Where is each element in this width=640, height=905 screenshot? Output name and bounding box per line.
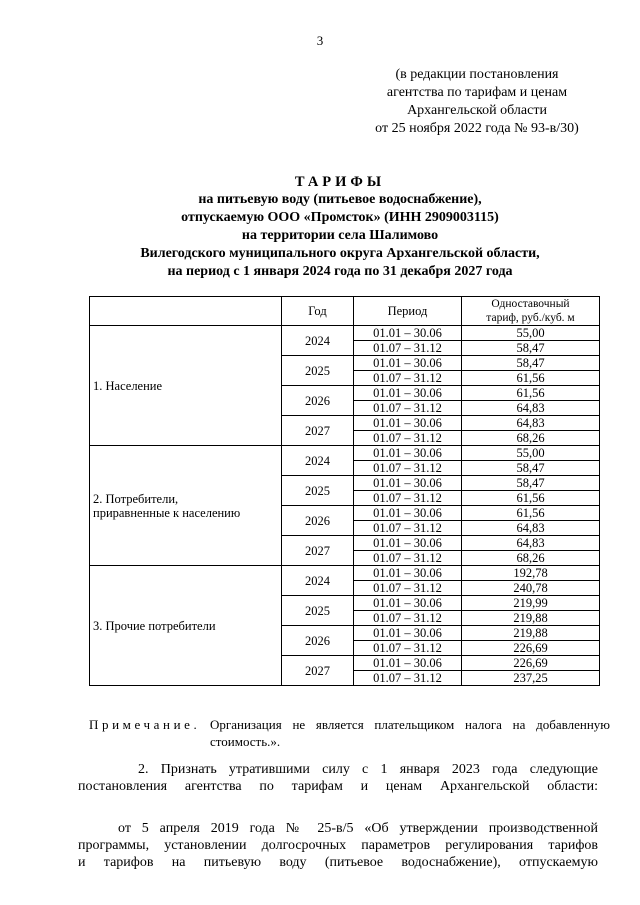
tariff-cell: 61,56 [462,491,600,506]
period-cell: 01.01 – 30.06 [354,416,462,431]
note-label: Примечание. [89,717,201,732]
consumer-category-line: 3. Прочие потребители [93,618,216,633]
year-cell: 2026 [282,386,354,416]
tariff-cell: 192,78 [462,566,600,581]
table-row [90,326,600,341]
period-cell: 01.07 – 31.12 [354,341,462,356]
note-text: Организация не является плательщиком налога на добавленную [210,717,610,732]
header-tariff-line: тариф, руб./куб. м [486,312,575,324]
year-cell: 2027 [282,656,354,686]
tariff-cell: 226,69 [462,656,600,671]
heading-line: Вилегодского муниципального округа Архангельской области, [140,246,540,261]
period-cell: 01.01 – 30.06 [354,506,462,521]
tariff-cell: 226,69 [462,641,600,656]
year-cell: 2027 [282,536,354,566]
period-cell: 01.07 – 31.12 [354,671,462,686]
year-cell: 2024 [282,326,354,356]
tariff-cell: 64,83 [462,416,600,431]
page-number: 3 [316,33,324,48]
year-cell: 2025 [282,356,354,386]
document-heading [60,173,620,281]
tariff-cell: 61,56 [462,386,600,401]
period-cell: 01.01 – 30.06 [354,656,462,671]
tariff-cell: 219,99 [462,596,600,611]
period-cell: 01.07 – 31.12 [354,611,462,626]
year-cell: 2026 [282,506,354,536]
period-cell: 01.07 – 31.12 [354,641,462,656]
tariff-cell: 61,56 [462,371,600,386]
document-title: ТАРИФЫ [294,174,386,190]
table-row [90,446,600,461]
edition-line: от 25 ноября 2022 года № 93-в/30) [375,121,579,136]
consumer-category [90,566,282,686]
header-period: Период [354,297,462,326]
table-row [90,566,600,581]
period-cell: 01.01 – 30.06 [354,476,462,491]
consumer-category-line: приравненные к населению [93,505,241,520]
consumer-category-line: 1. Население [93,378,163,393]
tariff-cell: 55,00 [462,446,600,461]
year-cell: 2026 [282,626,354,656]
edition-note [352,66,602,138]
year-cell: 2025 [282,596,354,626]
table-header-row [90,297,600,326]
period-cell: 01.01 – 30.06 [354,326,462,341]
year-cell: 2024 [282,446,354,476]
period-cell: 01.01 – 30.06 [354,626,462,641]
tariff-cell: 64,83 [462,536,600,551]
tariff-cell: 58,47 [462,356,600,371]
tariff-cell: 68,26 [462,551,600,566]
tariff-cell: 58,47 [462,461,600,476]
tariff-cell: 237,25 [462,671,600,686]
year-cell: 2024 [282,566,354,596]
heading-line: на питьевую воду (питьевое водоснабжение), [198,192,482,207]
edition-line: агентства по тарифам и ценам [386,85,568,100]
period-cell: 01.01 – 30.06 [354,596,462,611]
consumer-category [90,326,282,446]
tariff-cell: 58,47 [462,476,600,491]
tariff-cell: 240,78 [462,581,600,596]
period-cell: 01.07 – 31.12 [354,551,462,566]
paragraph-line: программы, установлении долгосрочных параметров регулирования тарифов [78,838,598,853]
year-cell: 2025 [282,476,354,506]
tariff-cell: 219,88 [462,611,600,626]
period-cell: 01.01 – 30.06 [354,356,462,371]
period-cell: 01.07 – 31.12 [354,401,462,416]
tariff-cell: 55,00 [462,326,600,341]
period-cell: 01.07 – 31.12 [354,521,462,536]
table-note [89,716,610,749]
note-continuation: стоимость.». [210,734,281,749]
period-cell: 01.07 – 31.12 [354,461,462,476]
period-cell: 01.07 – 31.12 [354,581,462,596]
tariff-table [89,296,600,686]
year-cell: 2027 [282,416,354,446]
header-tariff-line: Одноставочный [491,298,570,310]
tariff-cell: 61,56 [462,506,600,521]
period-cell: 01.01 – 30.06 [354,566,462,581]
paragraph-line: постановления агентства по тарифам и ценам Архангельской области: [78,779,598,794]
period-cell: 01.07 – 31.12 [354,371,462,386]
heading-line: отпускаемую ООО «Промсток» (ИНН 2909003115) [181,210,499,225]
paragraph-line: 2. Признать утратившими силу с 1 января 2023 года следующие [138,762,598,777]
period-cell: 01.01 – 30.06 [354,386,462,401]
tariff-cell: 68,26 [462,431,600,446]
paragraph-line: от 5 апреля 2019 года № 25-в/5 «Об утверждении производственной [118,821,598,836]
heading-line: на период с 1 января 2024 года по 31 декабря 2027 года [167,264,513,279]
tariff-table-body [90,326,600,686]
period-cell: 01.01 – 30.06 [354,536,462,551]
tariff-cell: 64,83 [462,521,600,536]
tariff-cell: 58,47 [462,341,600,356]
period-cell: 01.07 – 31.12 [354,491,462,506]
consumer-category-line: 2. Потребители, [93,491,179,506]
header-tariff [462,297,600,326]
period-cell: 01.07 – 31.12 [354,431,462,446]
paragraph-line: и тарифов на питьевую воду (питьевое водоснабжение), отпускаемую [78,855,598,870]
tariff-cell: 64,83 [462,401,600,416]
period-cell: 01.01 – 30.06 [354,446,462,461]
header-category [90,297,282,326]
edition-line: Архангельской области [407,103,547,118]
consumer-category [90,446,282,566]
header-year: Год [282,297,354,326]
tariff-cell: 219,88 [462,626,600,641]
edition-line: (в редакции постановления [395,67,559,82]
heading-line: на территории села Шалимово [241,228,439,243]
